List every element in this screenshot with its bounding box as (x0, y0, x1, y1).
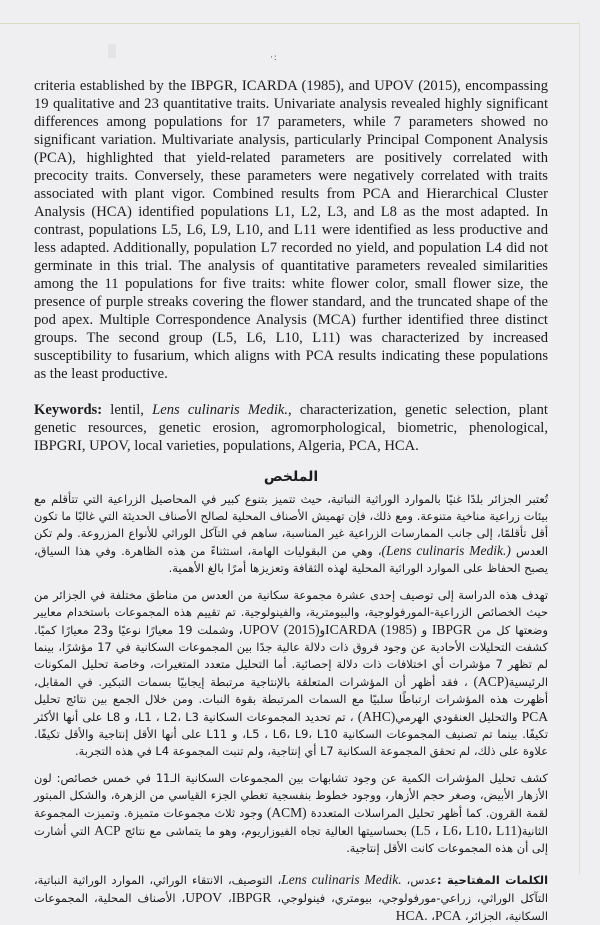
ar-keywords-part3: ، الأصناف المحلية، المجموعات السكانية، الجزائر، (34, 891, 548, 923)
ar-p2-acp: (ACP) (473, 674, 509, 689)
keywords-species: Lens culinaris Medik. (152, 402, 289, 418)
scan-smudge (108, 44, 116, 58)
ar-p3-text-c: بحساسيتها العالية تجاه الفيوزاريوم، وهو ما يتماشى مع نتائج (120, 824, 412, 838)
english-keywords (34, 401, 548, 455)
ar-p2-text-c: و (319, 623, 326, 637)
ar-p2-upov: UPOV (2015) (242, 622, 320, 637)
ar-p3-acm: (ACM) (266, 805, 307, 820)
page-mark: ·: (270, 52, 278, 62)
arabic-paragraph-2 (34, 587, 548, 760)
ar-keywords-species: Lens culinaris Medik. (281, 872, 402, 887)
arabic-paragraph-3 (34, 770, 548, 857)
ar-keywords-hca: HCA. (395, 908, 428, 923)
ar-p3-groups: (L5 ، L6، L10، L11) (411, 823, 522, 838)
ar-p1-species: (Lens culinaris Medik.) (381, 543, 511, 558)
ar-keywords-sep1: ، (222, 891, 232, 905)
keywords-pre: lentil, (102, 402, 153, 418)
ar-p3-acp: ACP (94, 823, 121, 838)
ar-p2-text-e: ، فقد أظهر أن المؤشرات المتعلقة بالإنتاجية مرتبطة إيجابيًا بسمات التبكير. في المقابل، أظهرت هذه المؤشرات ارتباطًا سلبيًا مع السمات المرتبطة بقوة النبات. ومن خلال الجمع بين نتائج تحليل (34, 675, 548, 706)
ar-keywords-part2: ، التوصيف، الانتقاء الوراثي، الموارد الوراثية النباتية، التآكل الوراثي، زراعي-مورفولوجي، بيومتري، فينولوجي، (34, 873, 548, 905)
ar-keywords-sep2: ، (427, 909, 435, 923)
ar-p2-text-b: و (416, 623, 432, 637)
ar-p1-part1: تُعتبر الجزائر بلدًا غنيًا بالموارد الوراثية النباتية، حيث تتميز بتنوع كبير في المحاصيل الزراعية التي تتأقلم مع بيئات زراعية مناخية متنوعة. ومع ذلك، فإن تهميش الأصناف المحلية لصالح الأصناف الحديثة التي غالبًا ما تكون أقل تأقلمًا، إلى جانب الممارسات الزراعية غير المناسبة، ساهم في التآكل الوراثي للأنواع المزروعة. ولم تكن العدس (34, 492, 548, 558)
ar-p3-text-a: كشف تحليل المؤشرات الكمية عن وجود تشابهات بين المجموعات السكانية الـ11 في خمس خصائص: لون الأزهار الأبيض، وصغر حجم الأزهار، ووجود خطوط بنفسجية تغطي الجزء القياسي من الزهرة، والشكل المبتور لقمة القرون. كما أظهر تحليل المراسلات المتعددة (34, 771, 548, 820)
ar-p2-text-f: والتحليل العنقودي الهرمي (395, 710, 522, 724)
ar-p2-icarda: ICARDA (1985) (325, 622, 417, 637)
ar-keywords-label: الكلمات المفتاحية : (437, 873, 548, 887)
ar-p3-text-d: التي أشارت إلى أن هذه المجموعات كانت الأقل إنتاجية. (34, 824, 548, 855)
arabic-paragraph-1 (34, 491, 548, 577)
arabic-keywords (34, 871, 548, 925)
keywords-rest: , characterization, genetic selection, plant genetic resources, genetic erosion, agromorphological, biometric, phenological, IBPGRI, UPOV, local varieties, populations, Algeria, PCA, HCA. (34, 402, 548, 454)
ar-keywords-part1: عدس، (401, 873, 438, 887)
ar-p2-pca: PCA (521, 709, 549, 724)
ar-p2-ahc: (AHC) (357, 709, 396, 724)
ar-keywords-upov: UPOV (185, 890, 222, 905)
arabic-abstract-heading: الملخص (263, 469, 319, 485)
ar-p2-text-g: ، تم تحديد المجموعات السكانية L1 ، L2، L3، و L8 على أنها الأكثر تكيفًا. بينما تم تصنيف المجموعات السكانية L5 ، L6، L9، L10، و L11 على أنها الأقل إنتاجية والأقل تكيفًا. علاوة على ذلك، لم تحقق المجموعة السكانية L7 أي إنتاجية، ولم تنبت المجموعة L4 في هذه التجربة. (34, 710, 548, 758)
ar-p3-text-b: وجود ثلاث مجموعات متميزة. وتميزت المجموعة الثانية (34, 806, 548, 838)
english-abstract-paragraph: criteria established by the IBPGR, ICARDA (1985), and UPOV (2015), encompassing 19 qualitative and 23 quantitative traits. Univariate analysis revealed highly significant differences among populations for 17 parameters, while 7 parameters showed no significant variation. Multivariate analysis, particularly Principal Component Analysis (PCA), highlighted that yield-related parameters are positively correlated with precocity traits. Conversely, these parameters were negatively correlated with traits associated with plant vigor. Combined results from PCA and Hierarchical Cluster Analysis (HCA) identified populations L1, L2, L3, and L8 as the most adapted. In contrast, populations L5, L6, L9, L10, and L11 were identified as less productive and less adapted. Additionally, population L7 recorded no yield, and population L4 did not germinate in this trial. The analysis of quantitative parameters revealed similarities among the 11 populations for five traits: white flower color, small flower size, the presence of purple streaks covering the flower standard, and the truncated shape of the pod apex. Multiple Correspondence Analysis (MCA) further identified three distinct groups. The second group (L5, L6, L10, L11) was characterized by increased susceptibility to fusarium, which aligns with PCA results indicating these populations as the least productive. (34, 78, 548, 382)
document-body (34, 77, 548, 925)
ar-p2-text-d: ، وشملت 19 معيارًا نوعيًا و23 معيارًا كميًا. كشفت التحليلات الأحادية عن وجود فروق ذات دلالة عالية جدًا بين المجموعات السكانية في 17 مؤشرًا، بينما لم تظهر 7 مؤشرات أي اختلافات ذات دلالة إحصائية. أما التحليل متعدد المتغيرات، وخاصة تحليل المكونات الرئيسية (34, 623, 549, 689)
ar-keywords-pca: PCA (434, 908, 462, 923)
ar-keywords-ibpgr: IBPGR (231, 890, 272, 905)
ar-p1-part2: ، وهي من البقوليات الهامة، استثناءً من هذه الظاهرة. وفي هذا السياق، يصبح الحفاظ على الموارد الوراثية المحلية لهذه الثقافة وتعزيزها أمرًا بالغ الأهمية. (34, 544, 548, 575)
keywords-label: Keywords: (34, 402, 103, 418)
ar-p2-text-a: تهدف هذه الدراسة إلى توصيف إحدى عشرة مجموعة سكانية من العدس من مناطق مختلفة في الجزائر من حيث الخصائص الزراعية-المورفولوجية، والبيومترية، والفينولوجية. تم تقييم هذه المجموعات باستخدام معايير وضعتها كل من (34, 588, 548, 637)
ar-p2-ibpgr: IBPGR (431, 622, 472, 637)
